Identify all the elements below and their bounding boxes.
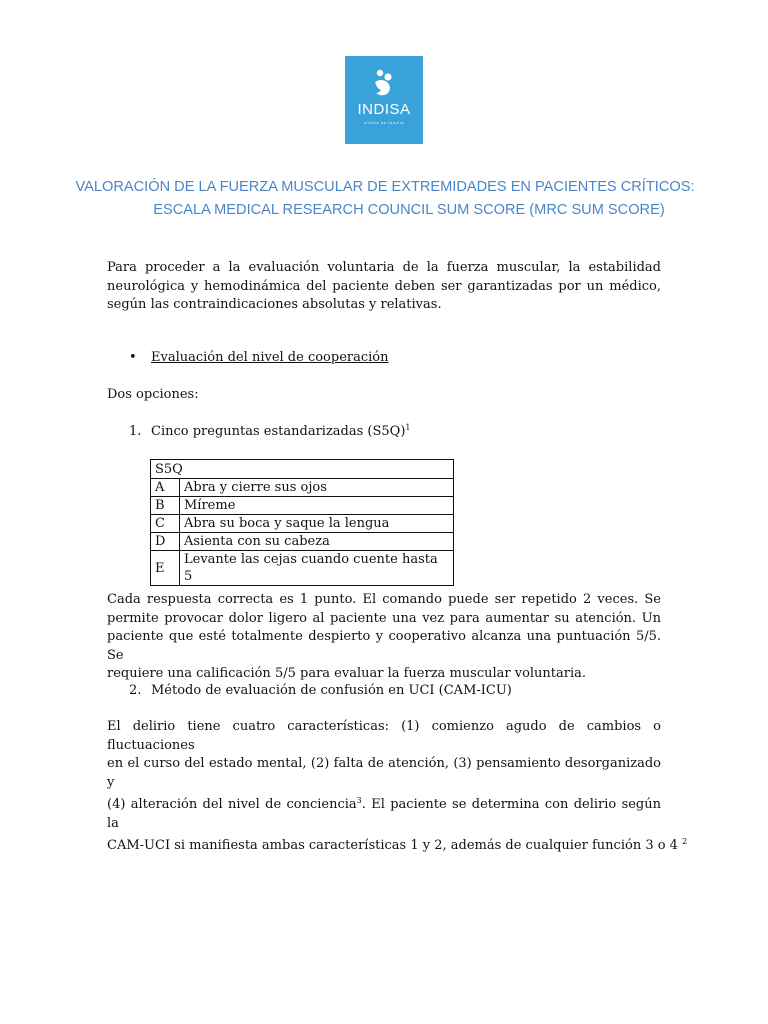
table-row bbox=[151, 479, 454, 497]
delirium-text: . El paciente se determina con delirio según la bbox=[107, 797, 661, 831]
document-title-line1: VALORACIÓN DE LA FUERZA MUSCULAR DE EXTREMIDADES EN PACIENTES CRÍTICOS: bbox=[75, 179, 695, 195]
table-header: S5Q bbox=[151, 460, 454, 479]
intro-line: neurológica y hemodinámica del paciente deben ser garantizadas por un médico, bbox=[107, 278, 661, 294]
logo-name: INDISA bbox=[357, 101, 411, 118]
row-value: Abra y cierre sus ojos bbox=[180, 479, 454, 497]
intro-paragraph bbox=[107, 259, 661, 315]
bullet-dot: • bbox=[129, 350, 137, 365]
intro-line: según las contraindicaciones absolutas y relativas. bbox=[107, 297, 442, 312]
row-key: D bbox=[151, 533, 180, 551]
delirium-text: (4) alteración del nivel de conciencia bbox=[107, 797, 357, 812]
item-text: Método de evaluación de confusión en UCI (CAM-ICU) bbox=[151, 683, 512, 698]
table-row bbox=[151, 497, 454, 515]
logo-figure-icon bbox=[345, 68, 423, 98]
options-label: Dos opciones: bbox=[107, 387, 199, 402]
indisa-logo bbox=[345, 56, 423, 144]
footnote-ref: 1 bbox=[405, 423, 411, 432]
item-text: Cinco preguntas estandarizadas (S5Q) bbox=[151, 424, 406, 439]
table-row bbox=[151, 533, 454, 551]
table-row bbox=[151, 551, 454, 586]
row-value: Asienta con su cabeza bbox=[180, 533, 454, 551]
scoring-line: requiere una calificación 5/5 para evaluar la fuerza muscular voluntaria. bbox=[107, 666, 587, 681]
logo-tagline: clinica de familia bbox=[363, 120, 405, 125]
delirium-line: en el curso del estado mental, (2) falta de atención, (3) pensamiento desorganizado y bbox=[107, 756, 661, 790]
item-number: 2. bbox=[129, 683, 142, 698]
footnote-ref: 2 bbox=[682, 837, 688, 846]
document-title-line2: ESCALA MEDICAL RESEARCH COUNCIL SUM SCORE (MRC SUM SCORE) bbox=[153, 202, 665, 218]
scoring-line: permite provocar dolor ligero al paciente una vez para aumentar su atención. Un bbox=[107, 610, 661, 626]
delirium-line: El delirio tiene cuatro características: (1) comienzo agudo de cambios o fluctuaciones bbox=[107, 719, 661, 753]
delirium-line bbox=[107, 792, 661, 833]
item-number: 1. bbox=[129, 424, 142, 439]
intro-line: Para proceder a la evaluación voluntaria de la fuerza muscular, la estabilidad bbox=[107, 260, 661, 275]
table-header-row bbox=[151, 460, 454, 479]
row-key: C bbox=[151, 515, 180, 533]
delirium-line bbox=[107, 833, 688, 856]
row-key: A bbox=[151, 479, 180, 497]
row-value: Abra su boca y saque la lengua bbox=[180, 515, 454, 533]
scoring-line: paciente que esté totalmente despierto y cooperativo alcanza una puntuación 5/5. Se bbox=[107, 629, 661, 663]
footnote-ref: 3 bbox=[356, 796, 362, 805]
table-row bbox=[151, 515, 454, 533]
row-key: B bbox=[151, 497, 180, 515]
row-key: E bbox=[151, 551, 180, 586]
cooperation-bullet bbox=[129, 350, 389, 365]
scoring-paragraph bbox=[107, 591, 661, 684]
delirium-paragraph bbox=[107, 718, 688, 856]
scoring-line: Cada respuesta correcta es 1 punto. El comando puede ser repetido 2 veces. Se bbox=[107, 592, 661, 607]
row-value: Levante las cejas cuando cuente hasta 5 bbox=[180, 551, 454, 586]
delirium-text: CAM-UCI si manifiesta ambas características 1 y 2, además de cualquier función 3 o 4 bbox=[107, 838, 678, 853]
row-value: Míreme bbox=[180, 497, 454, 515]
bullet-text: Evaluación del nivel de cooperación bbox=[151, 350, 389, 365]
item-1 bbox=[129, 423, 411, 439]
s5q-table bbox=[150, 459, 454, 586]
item-2 bbox=[129, 683, 512, 698]
